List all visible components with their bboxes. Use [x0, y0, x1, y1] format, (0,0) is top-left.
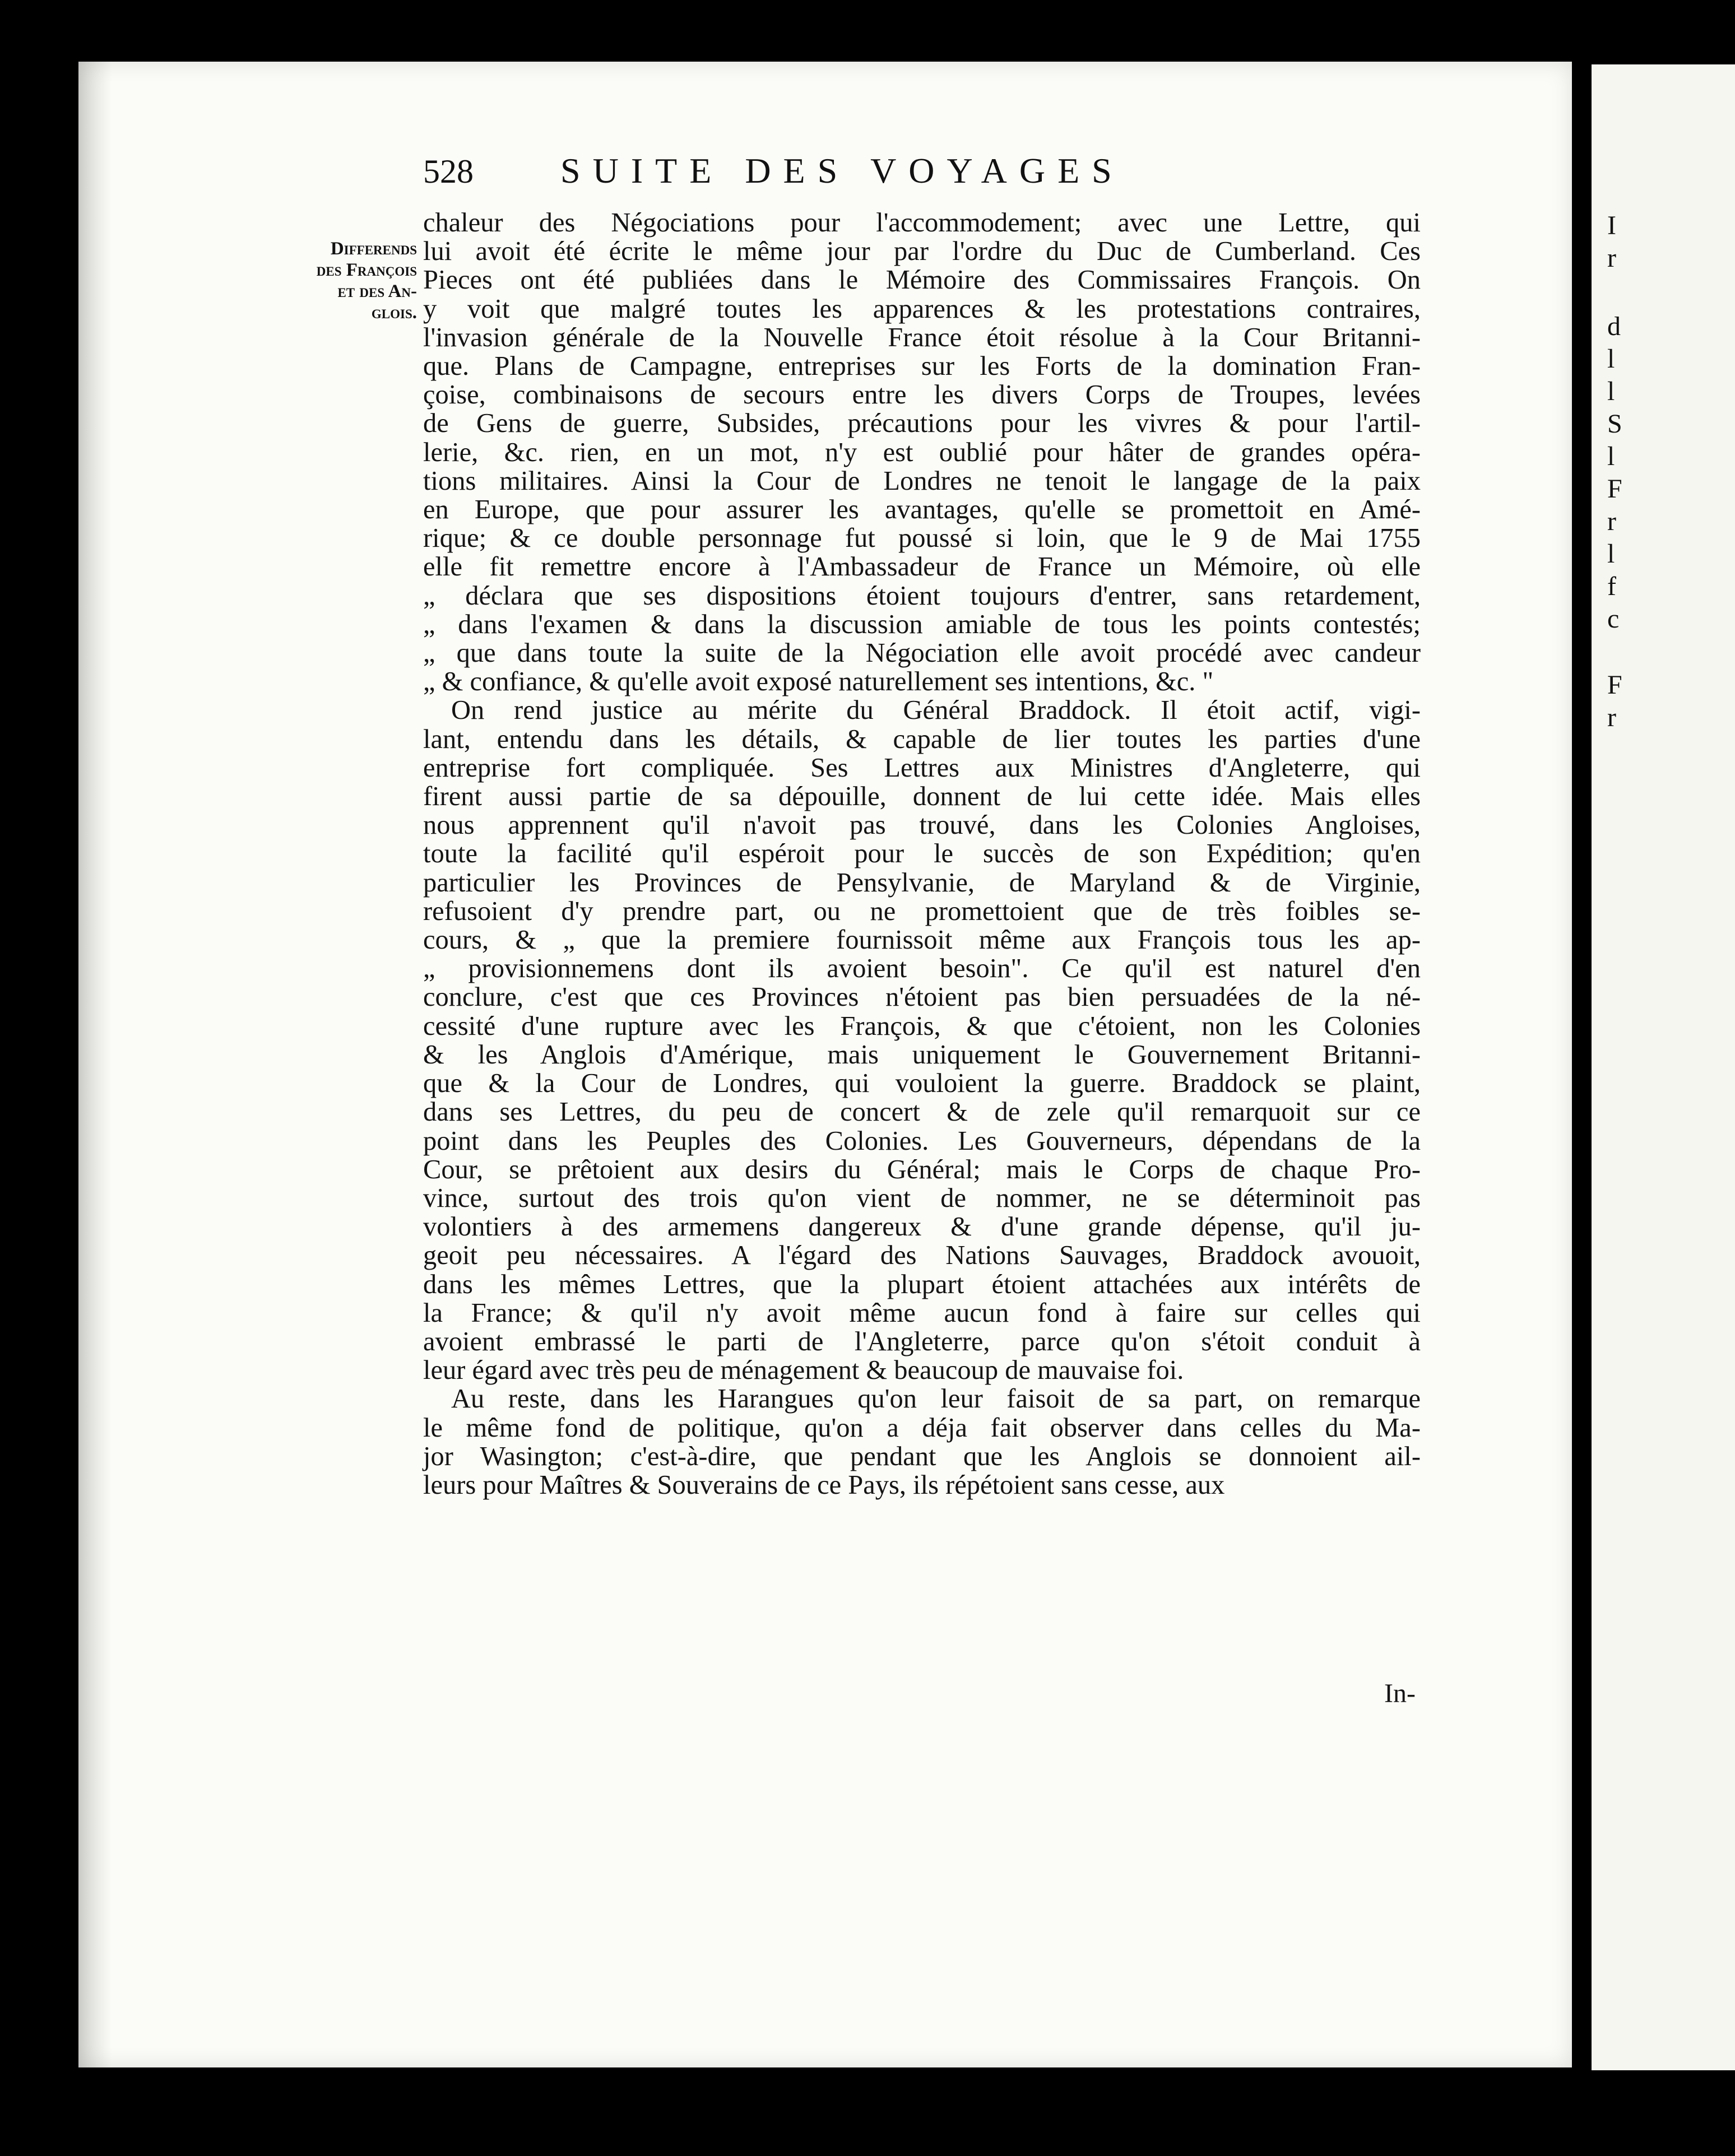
text-line: en Europe, que pour assurer les avantages, qu'elle se promettoit en Amé- [423, 495, 1421, 525]
text-line: & les Anglois d'Amérique, mais uniquement le Gouvernement Britanni- [423, 1039, 1421, 1070]
facing-text-fragment: r [1607, 703, 1616, 732]
text-line: leur égard avec très peu de ménagement & beaucoup de mauvaise foi. [423, 1355, 1184, 1386]
text-line: conclure, c'est que ces Provinces n'étoient pas bien persuadées de la né- [423, 982, 1421, 1012]
text-line: dans ses Lettres, du peu de concert & de zele qu'il remarquoit sur ce [423, 1097, 1421, 1127]
text-line: çoise, combinaisons de secours entre les divers Corps de Troupes, levées [423, 380, 1421, 410]
text-line: avoient embrassé le parti de l'Angleterre, parce qu'on s'étoit conduit à [423, 1326, 1421, 1356]
text-line: lerie, &c. rien, en un mot, n'y est oublié pour hâter de grandes opéra- [423, 437, 1421, 467]
text-line: Cour, se prêtoient aux desirs du Général; mais le Corps de chaque Pro- [423, 1154, 1421, 1184]
text-line: dans les mêmes Lettres, que la plupart étoient attachées aux intérêts de [423, 1269, 1421, 1299]
facing-text-fragment: F [1607, 670, 1622, 700]
text-line: le même fond de politique, qu'on a déja fait observer dans celles du Ma- [423, 1412, 1421, 1443]
text-line: lant, entendu dans les détails, & capable de lier toutes les parties d'une [423, 724, 1421, 754]
text-line: „ déclara que ses dispositions étoient toujours d'entrer, sans retardement, [423, 580, 1421, 611]
facing-page-edge [1592, 64, 1735, 2070]
text-line: entreprise fort compliquée. Ses Lettres aux Ministres d'Angleterre, qui [423, 752, 1421, 783]
facing-text-fragment: l [1607, 442, 1615, 471]
facing-text-fragment: c [1607, 604, 1620, 634]
text-line: particulier les Provinces de Pensylvanie, de Maryland & de Virginie, [423, 867, 1421, 898]
text-line: „ provisionnemens dont ils avoient besoin". Ce qu'il est naturel d'en [423, 954, 1421, 984]
text-line: „ & confiance, & qu'elle avoit exposé naturellement ses intentions, &c. " [423, 667, 1214, 697]
text-line: cours, & „ que la premiere fournissoit même aux François tous les ap- [423, 925, 1421, 955]
running-title: SUITE DES VOYAGES [560, 151, 1124, 190]
facing-text-fragment: F [1607, 474, 1622, 504]
text-line: „ que dans toute la suite de la Négociation elle avoit procédé avec candeur [423, 638, 1421, 668]
facing-text-fragment: d [1607, 312, 1621, 341]
text-line: elle fit remettre encore à l'Ambassadeur de France un Mémoire, où elle [423, 552, 1421, 582]
text-line: tions militaires. Ainsi la Cour de Londres ne tenoit le langage de la paix [423, 466, 1421, 496]
facing-text-fragment: S [1607, 409, 1622, 439]
text-line: Au reste, dans les Harangues qu'on leur faisoit de sa part, on remarque [451, 1384, 1421, 1414]
body-text [423, 208, 1421, 1499]
text-line: On rend justice au mérite du Général Braddock. Il étoit actif, vigi- [451, 695, 1421, 726]
catchword: In- [1384, 1679, 1416, 1708]
text-line: toute la facilité qu'il espéroit pour le succès de son Expédition; qu'en [423, 839, 1421, 869]
text-line: Pieces ont été publiées dans le Mémoire des Commissaires François. On [423, 265, 1421, 295]
text-line: de Gens de guerre, Subsides, précautions pour les vivres & pour l'artil- [423, 408, 1421, 439]
facing-text-fragment: l [1607, 344, 1615, 374]
text-line: point dans les Peuples des Colonies. Les Gouverneurs, dépendans de la [423, 1126, 1421, 1156]
facing-text-fragment: l [1607, 377, 1615, 406]
margin-note-line: glois. [371, 303, 417, 323]
text-line: que. Plans de Campagne, entreprises sur les Forts de la domination Fran- [423, 351, 1421, 382]
text-line: lui avoit été écrite le même jour par l'ordre du Duc de Cumberland. Ces [423, 236, 1421, 267]
text-line: volontiers à des armemens dangereux & d'une grande dépense, qu'il ju- [423, 1212, 1421, 1242]
text-line: cessité d'une rupture avec les François, & que c'étoient, non les Colonies [423, 1011, 1421, 1041]
margin-note-line: et des An- [337, 281, 417, 301]
facing-text-fragment: I [1607, 211, 1616, 240]
margin-note [271, 238, 417, 323]
facing-text-fragment: l [1607, 539, 1615, 569]
text-line: y voit que malgré toutes les apparences & les protestations contraires, [423, 294, 1421, 324]
text-line: rique; & ce double personnage fut poussé si loin, que le 9 de Mai 1755 [423, 523, 1421, 554]
text-line: jor Wasington; c'est-à-dire, que pendant que les Anglois se donnoient ail- [423, 1441, 1421, 1471]
text-line: leurs pour Maîtres & Souverains de ce Pays, ils répétoient sans cesse, aux [423, 1470, 1225, 1500]
text-line: vince, surtout des trois qu'on vient de nommer, ne se déterminoit pas [423, 1183, 1421, 1213]
text-line: que & la Cour de Londres, qui vouloient la guerre. Braddock se plaint, [423, 1068, 1421, 1099]
margin-note-line: Differends [330, 239, 417, 259]
text-line: l'invasion générale de la Nouvelle France étoit résolue à la Cour Britanni- [423, 322, 1421, 352]
text-line: la France; & qu'il n'y avoit même aucun fond à faire sur celles qui [423, 1298, 1421, 1328]
page-number: 528 [423, 153, 474, 190]
text-line: nous apprennent qu'il n'avoit pas trouvé, dans les Colonies Angloises, [423, 810, 1421, 840]
text-line: „ dans l'examen & dans la discussion amiable de tous les points contestés; [423, 609, 1421, 639]
facing-text-fragment: f [1607, 571, 1616, 601]
facing-text-fragment: r [1607, 507, 1616, 536]
text-line: chaleur des Négociations pour l'accommodement; avec une Lettre, qui [423, 208, 1421, 238]
text-line: firent aussi partie de sa dépouille, donnent de lui cette idée. Mais elles [423, 782, 1421, 812]
facing-text-fragment: r [1607, 243, 1616, 273]
margin-note-line: des François [316, 260, 417, 280]
text-line: refusoient d'y prendre part, ou ne promettoient que de très foibles se- [423, 896, 1421, 926]
text-line: geoit peu nécessaires. A l'égard des Nations Sauvages, Braddock avouoit, [423, 1240, 1421, 1271]
